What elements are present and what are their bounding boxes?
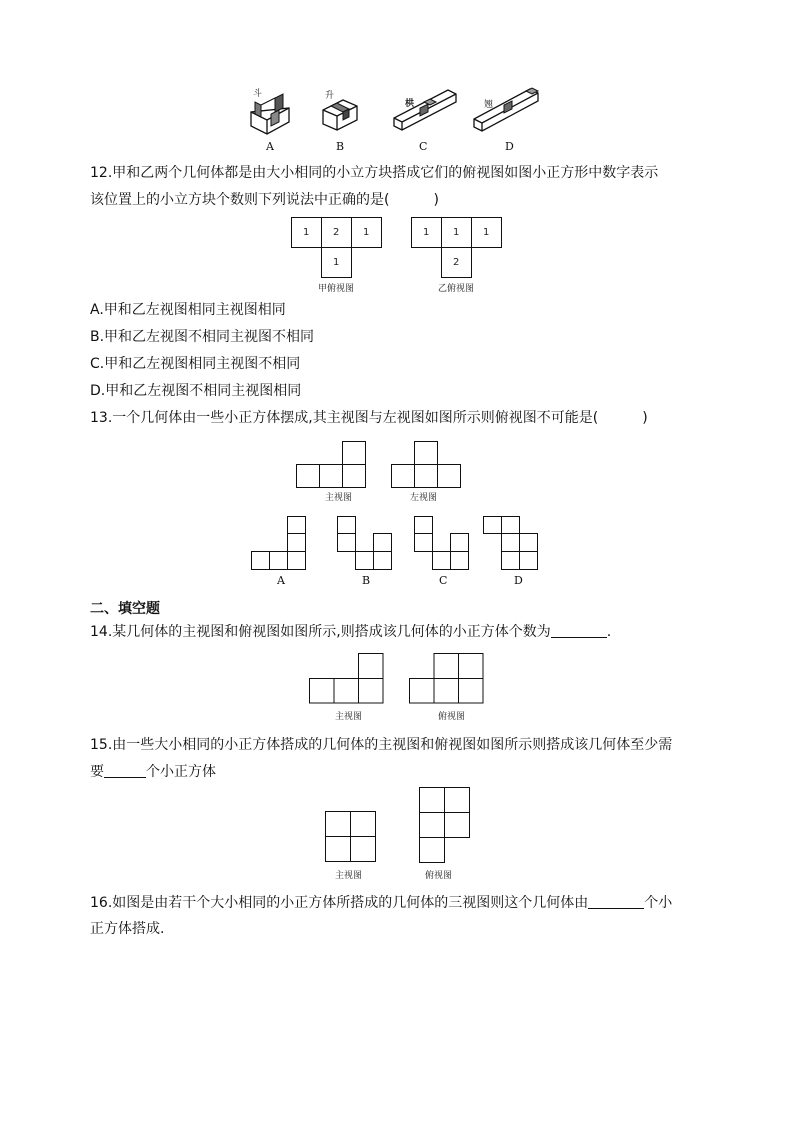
q13-option-b-label: B <box>362 574 371 587</box>
q12-paren-close: ) <box>433 192 439 208</box>
q16-stem-a: 16.如图是由若干个大小相同的小正方体所搭成的几何体的三视图则这个几何体由 <box>90 895 589 911</box>
q14-text <box>90 622 611 642</box>
q15-top-view <box>419 787 471 865</box>
jia-cell-4: 1 <box>333 257 340 268</box>
yi-cell-1: 1 <box>423 227 430 238</box>
yi-cell-4: 2 <box>453 257 460 268</box>
q13-option-b-figure[interactable] <box>337 516 399 570</box>
jia-cell-2: 2 <box>333 227 340 238</box>
q15-front-view <box>325 811 377 863</box>
q14-front-view <box>309 652 385 704</box>
q16-answer-blank[interactable] <box>588 894 644 909</box>
q13-option-d-figure[interactable] <box>483 516 545 570</box>
q14-end: . <box>606 624 612 640</box>
q14-caption-top: 俯视图 <box>438 712 466 722</box>
yi-cell-3: 1 <box>483 227 490 238</box>
q12-option-d[interactable]: D.甲和乙左视图不相同主视图相同 <box>90 383 302 399</box>
option-label-c: C <box>419 140 428 153</box>
q13-caption-front: 主视图 <box>325 493 353 503</box>
jia-caption: 甲俯视图 <box>318 284 355 294</box>
gong-char-label: 栱 <box>405 99 415 109</box>
q15-caption-front: 主视图 <box>335 871 363 881</box>
yi-caption: 乙俯视图 <box>438 284 475 294</box>
jia-cell-3: 1 <box>363 227 370 238</box>
q13-option-a-figure[interactable] <box>251 516 313 570</box>
q13-option-c-figure[interactable] <box>414 516 476 570</box>
section-title-fill-in: 二、填空题 <box>90 601 160 617</box>
q13-left-view <box>391 440 463 488</box>
q16-stem-b: 个小 <box>644 895 673 911</box>
q13-stem: 13.一个几何体由一些小正方体摆成,其主视图与左视图如图所示则俯视图不可能是( <box>90 410 599 426</box>
dou-char-label: 斗 <box>253 89 263 99</box>
q15-text-line2 <box>90 762 216 782</box>
q15-text-line1: 15.由一些大小相同的小正方体搭成的几何体的主视图和俯视图如图所示则搭成该几何体至少需 <box>90 737 673 753</box>
q13-text <box>90 408 648 428</box>
q12-text-line2 <box>90 190 439 210</box>
q14-answer-blank[interactable] <box>551 623 607 638</box>
option-label-d: D <box>505 140 514 153</box>
q15-caption-top: 俯视图 <box>425 871 453 881</box>
sheng-char-label: 升 <box>325 91 335 101</box>
q15-answer-blank[interactable] <box>104 763 146 778</box>
q12-option-c[interactable]: C.甲和乙左视图相同主视图不相同 <box>90 356 301 372</box>
q16-text-line1 <box>90 893 672 913</box>
q13-option-c-label: C <box>439 574 448 587</box>
q13-caption-left: 左视图 <box>410 493 438 503</box>
q15-stem-a: 要 <box>90 764 104 780</box>
q15-stem-b: 个小正方体 <box>146 764 216 780</box>
q14-top-view <box>409 652 485 704</box>
q14-stem: 14.某几何体的主视图和俯视图如图所示,则搭成该几何体的小正方体个数为 <box>90 624 551 640</box>
q13-option-d-label: D <box>514 574 523 587</box>
qiao-char-label: 翘 <box>484 100 494 110</box>
q12-text-line1: 12.甲和乙两个几何体都是由大小相同的小立方块搭成它们的俯视图如图小正方形中数字表示 <box>90 165 659 181</box>
q13-paren-close: ) <box>642 410 648 426</box>
q16-text-line2: 正方体搭成. <box>90 921 165 937</box>
q14-caption-front: 主视图 <box>335 712 363 722</box>
yi-cell-2: 1 <box>453 227 460 238</box>
option-label-b: B <box>336 140 345 153</box>
q12-option-b[interactable]: B.甲和乙左视图不相同主视图不相同 <box>90 329 315 345</box>
q13-option-a-label: A <box>277 574 285 587</box>
gong-piece-drawing <box>390 88 460 133</box>
q12-option-a[interactable]: A.甲和乙左视图相同主视图相同 <box>90 302 286 318</box>
option-label-a: A <box>266 140 274 153</box>
jia-cell-1: 1 <box>303 227 310 238</box>
sheng-piece-drawing <box>319 96 361 134</box>
q13-front-view <box>296 440 368 488</box>
qiao-piece-drawing <box>470 85 542 133</box>
q12-stem: 该位置上的小立方块个数则下列说法中正确的是( <box>90 192 390 208</box>
